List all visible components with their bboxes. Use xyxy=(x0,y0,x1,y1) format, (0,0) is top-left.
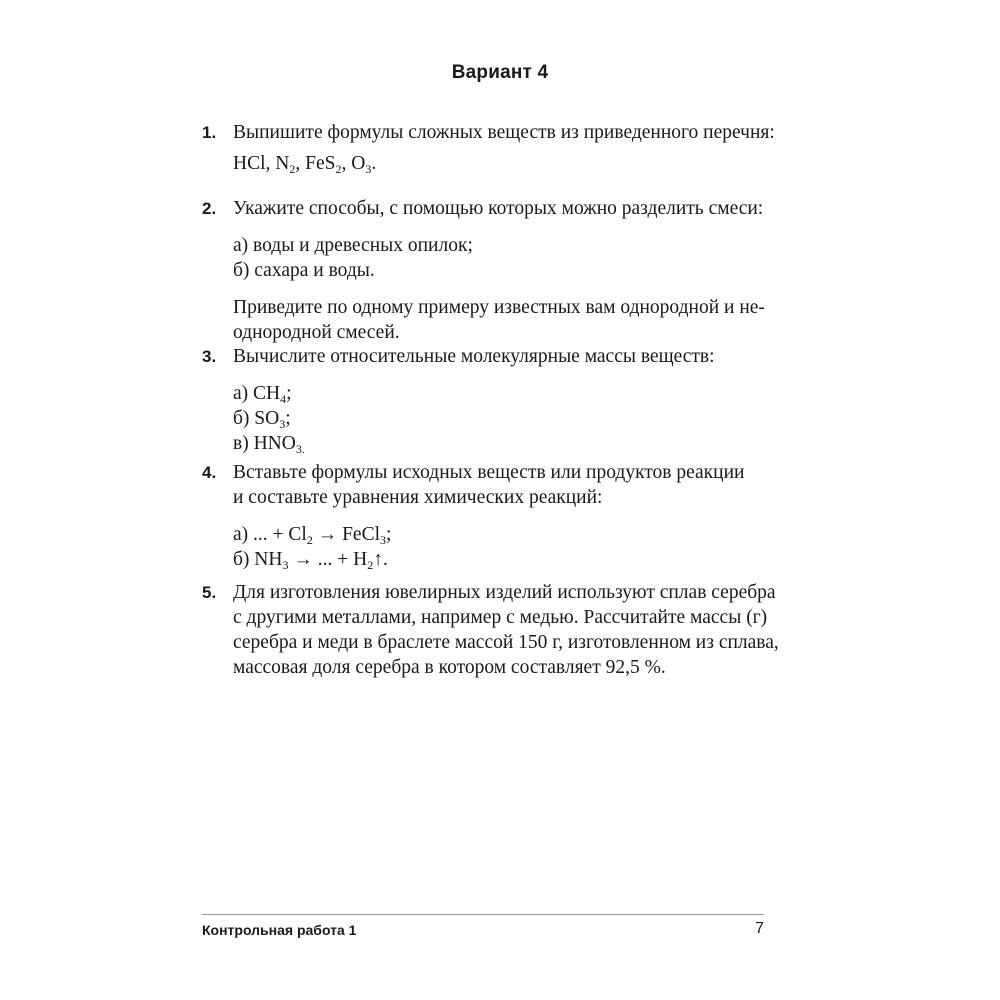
separator: ; xyxy=(285,408,291,429)
equation-text: → ... + H xyxy=(288,549,368,570)
task-question: Укажите способы, с помощью которых можно разделить смеси: xyxy=(233,198,764,219)
separator: ; xyxy=(286,383,292,404)
task-question: Вставьте формулы исходных веществ или продуктов реакции xyxy=(233,462,745,483)
task-number: 4. xyxy=(202,463,217,482)
formula-subscript: 3 xyxy=(282,558,289,572)
task-question: и составьте уравнения химических реакций: xyxy=(233,487,603,508)
task-item-c xyxy=(233,431,772,456)
task-item-b: б) сахара и воды. xyxy=(233,260,375,281)
equation-text: ↑. xyxy=(373,549,388,570)
formula-fes2: FeS xyxy=(305,153,336,174)
item-text: а) CH xyxy=(233,383,281,404)
footer-section-title: Контрольная работа 1 xyxy=(202,922,357,938)
task-number: 3. xyxy=(202,347,217,366)
formula-o3: O xyxy=(351,153,366,174)
task-text-line: Для изготовления ювелирных изделий используют сплав серебра xyxy=(233,582,776,603)
variant-title: Вариант 4 xyxy=(451,62,549,83)
task-number: 2. xyxy=(202,199,217,218)
task-number: 5. xyxy=(202,583,217,602)
footer-divider xyxy=(202,914,764,915)
task-3 xyxy=(202,344,772,456)
task-item-b xyxy=(233,406,772,431)
task-4 xyxy=(202,460,772,572)
formula-subscript: 2 xyxy=(289,162,296,176)
formula-subscript: 3 xyxy=(380,533,387,547)
formula-subscript: 3 xyxy=(279,417,286,431)
formula-n2: N xyxy=(275,153,290,174)
formula-subscript: 3 xyxy=(365,162,372,176)
task-text-line: массовая доля серебра в котором составляет 92,5 %. xyxy=(233,657,666,678)
separator: , xyxy=(341,153,347,174)
equation-b xyxy=(233,547,772,572)
formula-subscript: 3. xyxy=(295,442,305,456)
task-text-line: серебра и меди в браслете массой 150 г, изготовленном из сплава, xyxy=(233,632,779,653)
item-text: в) HNO xyxy=(233,433,296,454)
task-5 xyxy=(202,580,779,680)
page-number: 7 xyxy=(755,920,764,937)
formula-list xyxy=(233,151,772,176)
task-question: Вычислите относительные молекулярные массы веществ: xyxy=(233,346,715,367)
separator: , xyxy=(295,153,301,174)
equation-text: а) ... + Cl xyxy=(233,524,307,545)
task-question: Выпишите формулы сложных веществ из приведенного перечня: xyxy=(233,122,775,143)
equation-text: ; xyxy=(386,524,392,545)
formula-subscript: 2 xyxy=(306,533,313,547)
task-1 xyxy=(202,120,775,176)
item-text: б) SO xyxy=(233,408,280,429)
task-item-a xyxy=(233,381,772,406)
equation-a xyxy=(233,522,772,547)
separator: . xyxy=(371,153,377,174)
task-extra-line: Приведите по одному примеру известных вам однородной и не- xyxy=(233,297,765,318)
formula-subscript: 4 xyxy=(280,392,287,406)
task-item-a: а) воды и древесных опилок; xyxy=(233,235,473,256)
task-text-line: с другими металлами, например с медью. Рассчитайте массы (г) xyxy=(233,607,768,628)
task-extra-line: однородной смесей. xyxy=(233,322,400,343)
equation-text: → FeCl xyxy=(312,524,381,545)
task-2 xyxy=(202,196,772,345)
task-number: 1. xyxy=(202,123,217,142)
formula-subscript: 2 xyxy=(367,558,374,572)
formula-hcl: HCl, xyxy=(233,153,271,174)
formula-subscript: 2 xyxy=(335,162,342,176)
equation-text: б) NH xyxy=(233,549,283,570)
